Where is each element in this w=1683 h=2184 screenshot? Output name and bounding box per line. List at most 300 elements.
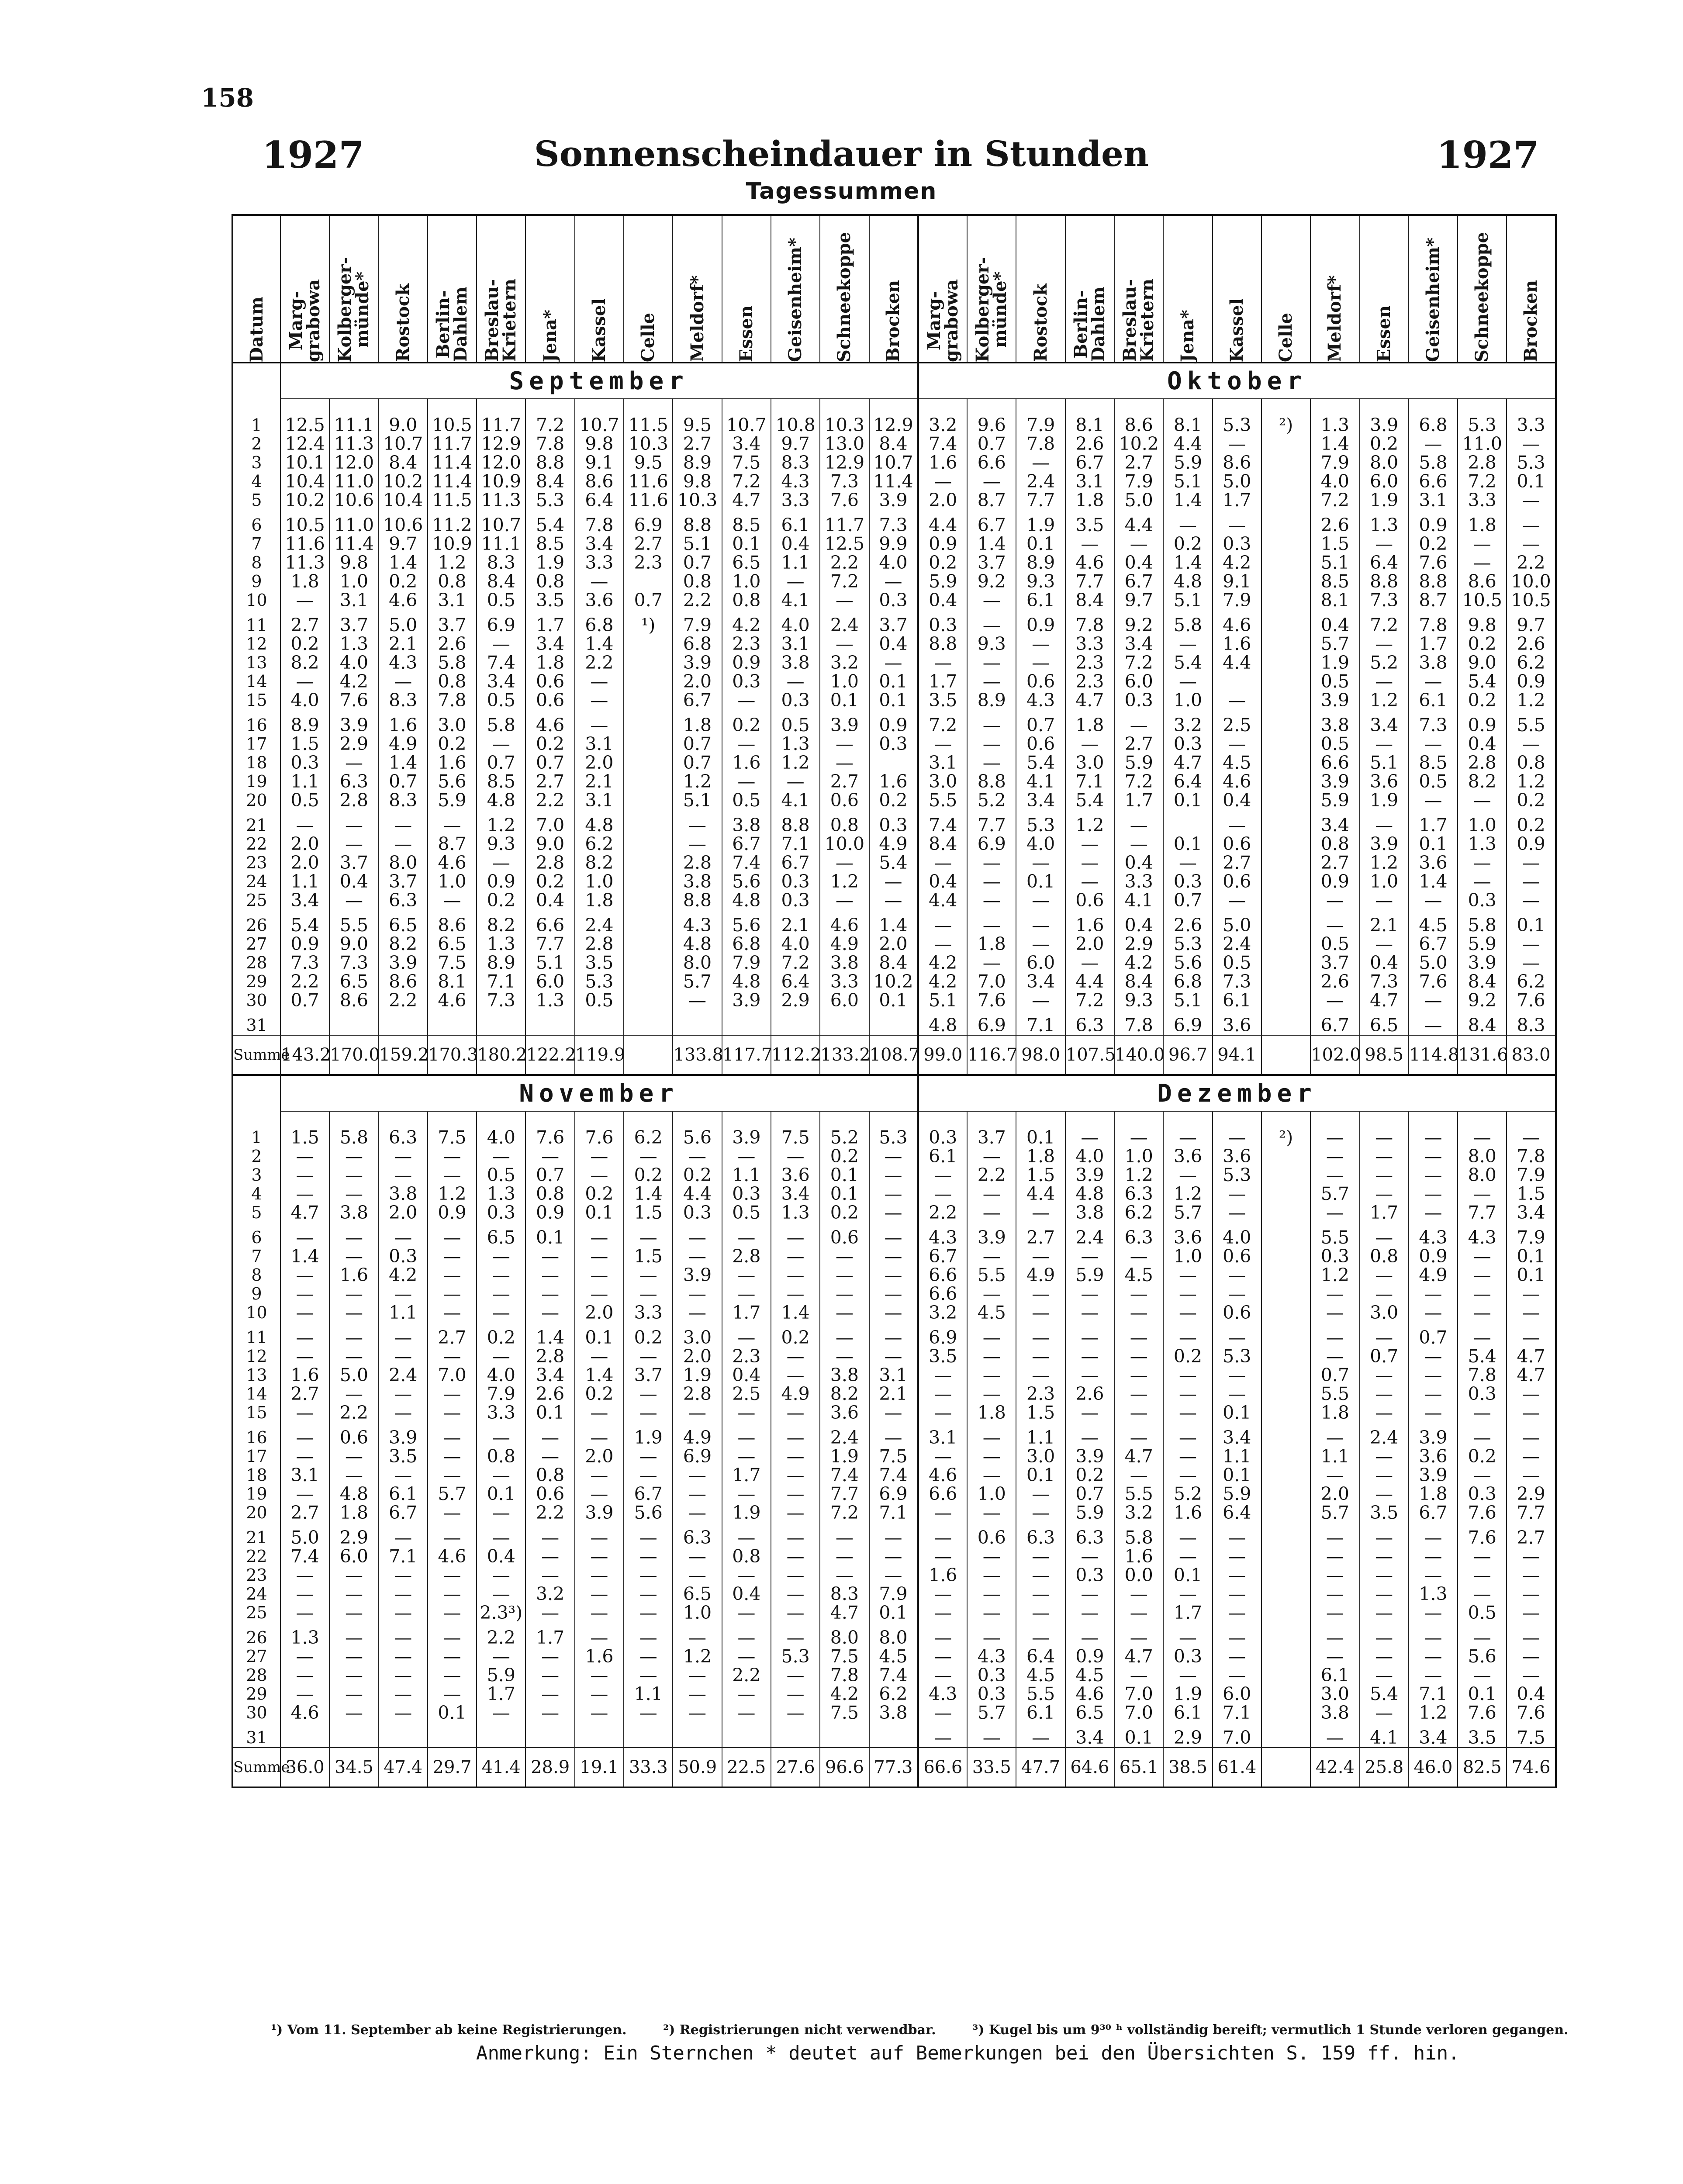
value-cell: 7.7 xyxy=(1507,1503,1555,1522)
page-subtitle: Tagessummen xyxy=(746,178,937,204)
value-cell: — xyxy=(1507,891,1555,910)
value-cell: 6.1 xyxy=(1016,1704,1065,1722)
value-cell xyxy=(379,1010,428,1035)
value-cell: — xyxy=(1163,1322,1212,1347)
value-cell: — xyxy=(280,1403,329,1422)
value-cell: — xyxy=(722,1522,771,1547)
day-number: 19 xyxy=(232,772,280,791)
value-cell: 7.6 xyxy=(967,991,1016,1010)
value-cell: ²) xyxy=(1261,1111,1310,1147)
value-cell xyxy=(624,891,673,910)
value-cell: 3.9 xyxy=(1065,1166,1114,1185)
value-cell: 2.7 xyxy=(1016,1222,1065,1247)
value-cell: 4.9 xyxy=(869,835,918,854)
value-cell: 0.3 xyxy=(967,1666,1016,1685)
value-cell: 2.3 xyxy=(722,1347,771,1366)
value-cell: 0.8 xyxy=(428,672,477,691)
value-cell: 6.3 xyxy=(1065,1010,1114,1035)
value-cell: 0.7 xyxy=(673,553,722,572)
sum-row xyxy=(232,1748,1556,1787)
value-cell: 2.1 xyxy=(771,910,820,935)
day-number: 26 xyxy=(232,910,280,935)
value-cell xyxy=(1261,991,1310,1010)
value-cell: — xyxy=(428,1666,477,1685)
table-row xyxy=(232,672,1556,691)
value-cell: 4.0 xyxy=(1016,835,1065,854)
value-cell xyxy=(1261,954,1310,972)
station-label: Breslau- Krietern xyxy=(482,279,520,362)
value-cell: 2.0 xyxy=(1310,1485,1359,1503)
value-cell: 8.6 xyxy=(1213,453,1261,472)
value-cell: 1.0 xyxy=(329,572,378,591)
value-cell xyxy=(1261,772,1310,791)
value-cell xyxy=(1261,553,1310,572)
value-cell: 0.2 xyxy=(1458,1447,1507,1466)
value-cell: — xyxy=(1409,735,1458,753)
value-cell: — xyxy=(329,1247,378,1266)
value-cell: 5.5 xyxy=(1310,1222,1359,1247)
value-cell: 0.2 xyxy=(1458,635,1507,653)
value-cell: — xyxy=(280,1603,329,1622)
value-cell: 6.4 xyxy=(1360,553,1409,572)
value-cell: 0.3 xyxy=(280,753,329,772)
station-label: Geisenheim* xyxy=(1422,238,1443,362)
value-cell: 6.2 xyxy=(1507,653,1555,672)
value-cell: 8.9 xyxy=(967,691,1016,710)
value-cell: — xyxy=(329,1285,378,1303)
value-cell xyxy=(1261,1166,1310,1185)
sum-cell: 46.0 xyxy=(1409,1748,1458,1787)
value-cell: — xyxy=(967,854,1016,872)
value-cell: 7.2 xyxy=(1114,772,1163,791)
value-cell: 8.4 xyxy=(1114,972,1163,991)
value-cell: — xyxy=(771,1422,820,1447)
value-cell: 1.0 xyxy=(967,1485,1016,1503)
sum-cell: 159.2 xyxy=(379,1035,428,1075)
table-row xyxy=(232,653,1556,672)
value-cell: 10.7 xyxy=(869,453,918,472)
value-cell: — xyxy=(575,672,624,691)
value-cell: 1.6 xyxy=(575,1647,624,1666)
value-cell: — xyxy=(280,672,329,691)
value-cell: 11.7 xyxy=(428,435,477,453)
value-cell: — xyxy=(1114,810,1163,835)
value-cell: 1.6 xyxy=(722,753,771,772)
value-cell: 1.2 xyxy=(820,872,869,891)
value-cell: 5.1 xyxy=(673,791,722,810)
value-cell: 2.2 xyxy=(918,1203,967,1222)
day-number: 1 xyxy=(232,399,280,435)
value-cell: 4.2 xyxy=(1114,954,1163,972)
value-cell: — xyxy=(624,1285,673,1303)
table-row xyxy=(232,1566,1556,1585)
value-cell: — xyxy=(1065,1622,1114,1647)
value-cell: — xyxy=(379,1522,428,1547)
value-cell: — xyxy=(428,1166,477,1185)
value-cell: 0.3 xyxy=(1310,1247,1359,1266)
sum-cell: 82.5 xyxy=(1458,1748,1507,1787)
value-cell: 7.7 xyxy=(1065,572,1114,591)
sum-cell xyxy=(1261,1035,1310,1075)
value-cell: 8.3 xyxy=(771,453,820,472)
value-cell: 3.7 xyxy=(1310,954,1359,972)
value-cell: 5.1 xyxy=(1310,553,1359,572)
value-cell: — xyxy=(1360,1447,1409,1466)
value-cell: 0.3 xyxy=(722,672,771,691)
value-cell: — xyxy=(967,1566,1016,1585)
value-cell: 5.2 xyxy=(820,1111,869,1147)
value-cell: — xyxy=(1016,935,1065,954)
value-cell: — xyxy=(869,1547,918,1566)
value-cell: 3.0 xyxy=(673,1322,722,1347)
value-cell: 8.0 xyxy=(820,1622,869,1647)
value-cell: — xyxy=(722,1647,771,1666)
value-cell: 0.2 xyxy=(624,1322,673,1347)
value-cell: 2.4 xyxy=(1213,935,1261,954)
value-cell: — xyxy=(624,1547,673,1566)
value-cell: — xyxy=(477,1303,525,1322)
value-cell: 0.3 xyxy=(379,1247,428,1266)
value-cell: 0.6 xyxy=(1213,872,1261,891)
value-cell: — xyxy=(1310,1322,1359,1347)
value-cell: 5.4 xyxy=(1458,1347,1507,1366)
value-cell: 1.3 xyxy=(329,635,378,653)
value-cell: 1.2 xyxy=(1310,1266,1359,1285)
value-cell xyxy=(329,1722,378,1748)
value-cell: 0.9 xyxy=(1507,672,1555,691)
value-cell: 0.6 xyxy=(329,1422,378,1447)
value-cell: 7.6 xyxy=(820,491,869,510)
value-cell: 4.3 xyxy=(1016,691,1065,710)
station-header xyxy=(1507,215,1555,363)
value-cell: 5.0 xyxy=(379,610,428,635)
value-cell: 3.8 xyxy=(722,810,771,835)
table-row xyxy=(232,1422,1556,1447)
value-cell: 0.4 xyxy=(525,891,574,910)
value-cell xyxy=(624,1722,673,1748)
value-cell: — xyxy=(1213,735,1261,753)
value-cell: 4.3 xyxy=(1458,1222,1507,1247)
value-cell: — xyxy=(575,710,624,735)
sum-cell: 122.2 xyxy=(525,1035,574,1075)
value-cell: 8.7 xyxy=(967,491,1016,510)
value-cell: 3.6 xyxy=(575,591,624,610)
value-cell: 4.9 xyxy=(673,1422,722,1447)
value-cell: 2.7 xyxy=(428,1322,477,1347)
value-cell: — xyxy=(477,635,525,653)
value-cell: 6.1 xyxy=(1163,1704,1212,1722)
value-cell: — xyxy=(1458,1547,1507,1566)
day-number: 21 xyxy=(232,810,280,835)
day-number: 3 xyxy=(232,453,280,472)
value-cell: 8.4 xyxy=(1458,1010,1507,1035)
value-cell: 5.6 xyxy=(722,872,771,891)
value-cell: 7.2 xyxy=(1065,991,1114,1010)
value-cell: 0.3 xyxy=(918,610,967,635)
value-cell: — xyxy=(1310,1603,1359,1622)
value-cell: — xyxy=(1360,935,1409,954)
value-cell: — xyxy=(1360,1466,1409,1485)
value-cell: — xyxy=(771,1585,820,1603)
value-cell: 1.2 xyxy=(771,753,820,772)
value-cell: 2.3³) xyxy=(477,1603,525,1622)
value-cell: 8.3 xyxy=(1507,1010,1555,1035)
value-cell: — xyxy=(1065,1403,1114,1422)
value-cell: 0.1 xyxy=(869,691,918,710)
month-title: Dezember xyxy=(918,1075,1556,1111)
value-cell: 4.3 xyxy=(918,1222,967,1247)
value-cell: 12.9 xyxy=(477,435,525,453)
table-row xyxy=(232,591,1556,610)
value-cell: 5.9 xyxy=(1065,1266,1114,1285)
value-cell: — xyxy=(1016,1303,1065,1322)
value-cell: 1.5 xyxy=(1016,1166,1065,1185)
value-cell: 5.2 xyxy=(1163,1485,1212,1503)
value-cell: 5.8 xyxy=(329,1111,378,1147)
value-cell: 1.6 xyxy=(280,1366,329,1385)
value-cell: 0.2 xyxy=(771,1322,820,1347)
value-cell: 1.4 xyxy=(869,910,918,935)
value-cell: — xyxy=(967,1603,1016,1622)
value-cell: — xyxy=(918,1185,967,1203)
value-cell: 5.9 xyxy=(1114,753,1163,772)
value-cell: 1.8 xyxy=(575,891,624,910)
value-cell: 5.9 xyxy=(1065,1503,1114,1522)
table-row xyxy=(232,1547,1556,1566)
sum-cell: 33.5 xyxy=(967,1748,1016,1787)
value-cell: 7.1 xyxy=(379,1547,428,1566)
table-row xyxy=(232,1366,1556,1385)
value-cell xyxy=(477,1722,525,1748)
value-cell: 8.2 xyxy=(280,653,329,672)
value-cell: 9.1 xyxy=(1213,572,1261,591)
value-cell: — xyxy=(1458,1666,1507,1685)
station-header xyxy=(624,215,673,363)
value-cell: 3.4 xyxy=(1065,1722,1114,1748)
station-label: Berlin- Dahlem xyxy=(1070,287,1109,362)
value-cell: — xyxy=(1409,1403,1458,1422)
value-cell xyxy=(525,1722,574,1748)
value-cell: — xyxy=(1310,1722,1359,1748)
value-cell: — xyxy=(1310,1347,1359,1366)
value-cell: 0.4 xyxy=(1458,735,1507,753)
value-cell: — xyxy=(1507,1403,1555,1422)
value-cell: 3.8 xyxy=(329,1203,378,1222)
value-cell: — xyxy=(428,1566,477,1585)
value-cell: 0.3 xyxy=(722,1185,771,1203)
value-cell: — xyxy=(722,1403,771,1422)
value-cell: 2.8 xyxy=(525,1347,574,1366)
value-cell: — xyxy=(575,1285,624,1303)
value-cell: — xyxy=(722,1147,771,1166)
value-cell xyxy=(722,1010,771,1035)
value-cell: 1.7 xyxy=(1213,491,1261,510)
value-cell xyxy=(624,635,673,653)
value-cell: 5.3 xyxy=(771,1647,820,1666)
value-cell: 2.8 xyxy=(575,935,624,954)
value-cell: — xyxy=(820,1303,869,1322)
value-cell: 7.1 xyxy=(1016,1010,1065,1035)
value-cell: 0.5 xyxy=(1458,1603,1507,1622)
value-cell: — xyxy=(1213,891,1261,910)
day-number: 15 xyxy=(232,1403,280,1422)
value-cell: 0.9 xyxy=(1409,510,1458,535)
value-cell: 3.4 xyxy=(1016,972,1065,991)
day-number: 19 xyxy=(232,1485,280,1503)
value-cell: 2.0 xyxy=(673,1347,722,1366)
value-cell: 2.1 xyxy=(379,635,428,653)
value-cell: 5.0 xyxy=(280,1522,329,1547)
value-cell: 4.6 xyxy=(428,991,477,1010)
value-cell: 2.4 xyxy=(820,1422,869,1447)
value-cell: — xyxy=(379,1322,428,1347)
value-cell: — xyxy=(1458,1466,1507,1485)
value-cell: 1.5 xyxy=(1310,535,1359,553)
sum-cell: 47.7 xyxy=(1016,1748,1065,1787)
value-cell: 3.8 xyxy=(1310,710,1359,735)
value-cell: 4.1 xyxy=(1016,772,1065,791)
value-cell: 6.6 xyxy=(967,453,1016,472)
value-cell: 2.1 xyxy=(575,772,624,791)
table-row xyxy=(232,572,1556,591)
value-cell: — xyxy=(379,1147,428,1166)
value-cell: 0.3 xyxy=(771,891,820,910)
value-cell: 4.5 xyxy=(1016,1666,1065,1685)
value-cell: 2.2 xyxy=(329,1403,378,1422)
value-cell: 12.4 xyxy=(280,435,329,453)
value-cell: — xyxy=(1507,1111,1555,1147)
value-cell: — xyxy=(575,1685,624,1704)
value-cell: 2.7 xyxy=(280,610,329,635)
value-cell: 1.7 xyxy=(1114,791,1163,810)
value-cell: 0.1 xyxy=(1213,1466,1261,1485)
value-cell: — xyxy=(575,1704,624,1722)
value-cell: — xyxy=(280,1222,329,1247)
value-cell: 0.5 xyxy=(575,991,624,1010)
value-cell: — xyxy=(771,1266,820,1285)
value-cell: — xyxy=(379,1603,428,1622)
value-cell: — xyxy=(1114,1622,1163,1647)
sum-cell: 77.3 xyxy=(869,1748,918,1787)
value-cell: — xyxy=(1114,1385,1163,1403)
value-cell: — xyxy=(918,1503,967,1522)
value-cell: — xyxy=(1310,1422,1359,1447)
day-number: 7 xyxy=(232,1247,280,1266)
sum-cell: 108.7 xyxy=(869,1035,918,1075)
value-cell: — xyxy=(1409,991,1458,1010)
value-cell xyxy=(1261,1547,1310,1566)
value-cell: 7.9 xyxy=(1507,1222,1555,1247)
value-cell: — xyxy=(1114,1666,1163,1685)
value-cell: — xyxy=(967,1466,1016,1485)
value-cell: 1.1 xyxy=(1310,1447,1359,1466)
value-cell: 0.2 xyxy=(1458,691,1507,710)
value-cell: — xyxy=(1360,810,1409,835)
value-cell: — xyxy=(1016,635,1065,653)
value-cell xyxy=(1261,1722,1310,1748)
value-cell: — xyxy=(1310,1111,1359,1147)
value-cell: 9.0 xyxy=(525,835,574,854)
value-cell: — xyxy=(1065,735,1114,753)
table-row xyxy=(232,435,1556,453)
value-cell: — xyxy=(477,1147,525,1166)
value-cell: — xyxy=(1114,1247,1163,1266)
value-cell: 1.1 xyxy=(722,1166,771,1185)
value-cell: 4.8 xyxy=(1065,1185,1114,1203)
station-header xyxy=(918,215,967,363)
value-cell: 0.2 xyxy=(869,791,918,810)
day-number: 11 xyxy=(232,610,280,635)
value-cell: — xyxy=(1409,1111,1458,1147)
value-cell xyxy=(1261,1447,1310,1466)
value-cell: 9.0 xyxy=(329,935,378,954)
sum-cell: 170.0 xyxy=(329,1035,378,1075)
value-cell: — xyxy=(1409,1666,1458,1685)
value-cell: 3.4 xyxy=(525,1366,574,1385)
value-cell: 4.3 xyxy=(967,1647,1016,1666)
value-cell: — xyxy=(1507,872,1555,891)
value-cell: — xyxy=(525,1547,574,1566)
value-cell: — xyxy=(1458,1266,1507,1285)
value-cell: — xyxy=(329,1566,378,1585)
value-cell: 0.3 xyxy=(1114,691,1163,710)
value-cell: 10.7 xyxy=(722,399,771,435)
value-cell: — xyxy=(525,1285,574,1303)
value-cell: — xyxy=(1507,1447,1555,1466)
value-cell: — xyxy=(379,1585,428,1603)
table-row xyxy=(232,691,1556,710)
value-cell: 8.0 xyxy=(673,954,722,972)
value-cell: 8.0 xyxy=(1458,1147,1507,1166)
value-cell: — xyxy=(1163,1266,1212,1285)
table-row xyxy=(232,535,1556,553)
table-row xyxy=(232,1111,1556,1147)
value-cell: — xyxy=(722,1285,771,1303)
value-cell: 7.4 xyxy=(918,810,967,835)
value-cell: 3.8 xyxy=(820,1366,869,1385)
value-cell: 0.2 xyxy=(673,1166,722,1185)
value-cell: 0.9 xyxy=(869,710,918,735)
value-cell: 0.4 xyxy=(722,1585,771,1603)
value-cell xyxy=(1261,910,1310,935)
value-cell: — xyxy=(624,1666,673,1685)
day-number: 16 xyxy=(232,1422,280,1447)
value-cell: 7.2 xyxy=(525,399,574,435)
value-cell: — xyxy=(575,1547,624,1566)
value-cell: — xyxy=(1213,1585,1261,1603)
value-cell: 3.9 xyxy=(967,1222,1016,1247)
value-cell: 4.4 xyxy=(1016,1185,1065,1203)
value-cell: 0.8 xyxy=(525,1185,574,1203)
value-cell: — xyxy=(967,1322,1016,1347)
value-cell: 3.1 xyxy=(869,1366,918,1385)
value-cell: 5.6 xyxy=(673,1111,722,1147)
value-cell: 7.9 xyxy=(1310,453,1359,472)
value-cell: 5.8 xyxy=(1114,1522,1163,1547)
sum-cell: 119.9 xyxy=(575,1035,624,1075)
value-cell: — xyxy=(967,910,1016,935)
value-cell: — xyxy=(575,1422,624,1447)
value-cell: 1.4 xyxy=(1310,435,1359,453)
value-cell xyxy=(575,1010,624,1035)
day-number: 20 xyxy=(232,791,280,810)
value-cell: — xyxy=(1163,1111,1212,1147)
value-cell: 6.1 xyxy=(1213,991,1261,1010)
value-cell: 7.8 xyxy=(820,1666,869,1685)
value-cell: 3.7 xyxy=(869,610,918,635)
value-cell: 8.4 xyxy=(477,572,525,591)
value-cell: 2.2 xyxy=(673,591,722,610)
